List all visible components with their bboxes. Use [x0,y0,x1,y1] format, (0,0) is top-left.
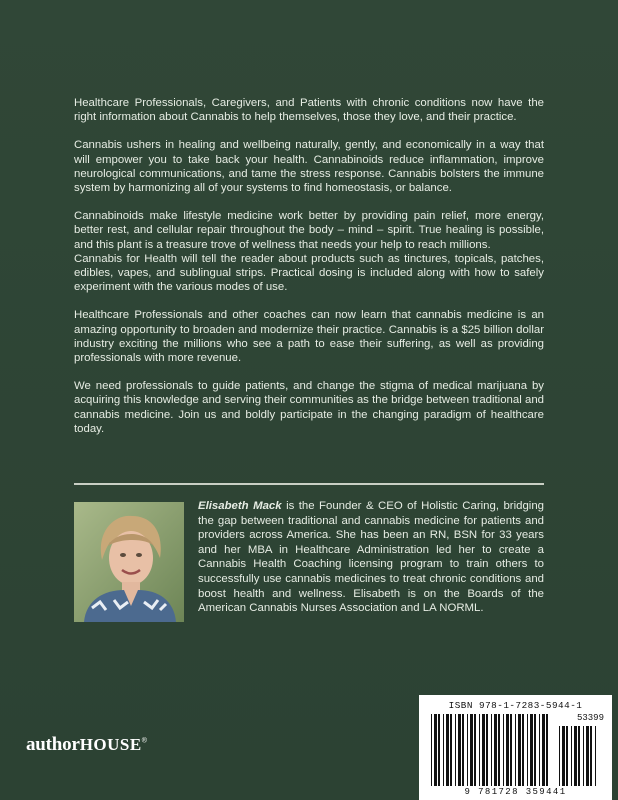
barcode-bar [562,726,565,786]
barcode-bar [438,714,440,786]
barcode-bar [494,714,497,786]
barcode-bar [559,726,560,786]
barcode-bar [479,714,480,786]
barcode-bar [583,726,584,786]
barcode-bar [574,726,577,786]
price-code: 53399 [576,713,604,723]
barcode-bar [595,726,596,786]
barcode-bar [498,714,500,786]
description-paragraph-3: Cannabinoids make lifestyle medicine work better by providing pain relief, more energy, better rest, and cellular repair throughout the body – mind – spirit. True healing is possible, and this plant is a treasure trove of wellness that needs your help to reach millions. [74,210,544,251]
description-paragraph-2: Cannabis ushers in healing and wellbeing naturally, gently, and economically in a way that will empower you to take back your health. Cannabinoids reduce inflammation, improve neurological communications, and tame the stress response. Cannabis bolsters the immune system by harmonizing all of your systems to find homeostasis, or balance. [74,139,544,195]
publisher-logo-part1: author [26,734,80,755]
barcode-bar [571,726,572,786]
barcode-bar [510,714,512,786]
description-paragraph-5: Healthcare Professionals and other coaches can now learn that cannabis medicine is an amazing opportunity to broaden and modernize their practice. Cannabis is a $25 billion dollar industry exciting the millions who see a path to ease their suffering, as well as providing professionals with more revenue. [74,309,544,365]
barcode-bar [578,726,580,786]
barcode-bar [530,714,533,786]
barcode-bar [431,714,432,786]
barcode-bar [522,714,524,786]
section-divider [74,483,544,485]
isbn-label: ISBN 978-1-7283-5944-1 [448,700,583,711]
barcode-bar [491,714,492,786]
publisher-logo [26,734,147,756]
barcode-bar [482,714,485,786]
barcode-bar [467,714,468,786]
barcode-bar [566,726,568,786]
registered-mark: ® [141,737,147,745]
barcode-bar [462,714,464,786]
author-bio [198,499,544,616]
barcode-bar [446,714,449,786]
barcode-bar [434,714,437,786]
barcode-bar [527,714,528,786]
barcode-bar [474,714,476,786]
barcode-bars [429,712,602,788]
barcode-bar [590,726,592,786]
barcode-bar [486,714,488,786]
barcode-bar [450,714,452,786]
description-block [74,96,544,450]
publisher-logo-part2: HOUSE [79,735,142,754]
barcode-bar [443,714,444,786]
barcode-bar [470,714,473,786]
barcode-bar [586,726,589,786]
isbn-digits: 9 781728 359441 [464,787,567,797]
barcode-bar [506,714,509,786]
description-paragraph-1: Healthcare Professionals, Caregivers, and Patients with chronic conditions now have the right information about Cannabis to help themselves, those they love, and their practice. [74,97,544,124]
barcode-bar [503,714,504,786]
barcode-bar [539,714,540,786]
author-bio-text: is the Founder & CEO of Holistic Caring, bridging the gap between traditional and cannabis medicine for patients and providers across America. She has been an RN, BSN for 33 years and her MBA in Healthcare Administration led her to create a Cannabis Health Coaching licensing program to train others to successfully use cannabis medicines to treat chronic conditions and boost health and wellness. Elisabeth is on the Boards of the American Cannabis Nurses Association and LA NORML. [198,500,544,615]
barcode-bar [515,714,516,786]
author-name: Elisabeth Mack [198,500,282,512]
barcode-bar [534,714,536,786]
author-photo [74,502,184,622]
barcode-bar [455,714,456,786]
barcode-bar [542,714,545,786]
barcode-bar [458,714,461,786]
description-paragraph-4: Cannabis for Health will tell the reader about products such as tinctures, topicals, patches, edibles, vapes, and sublingual strips. Practical dosing is included along with how to safely experiment with the various modes of use. [74,252,544,294]
description-paragraph-6: We need professionals to guide patients, and change the stigma of medical marijuana by acquiring this knowledge and serving their communities as the bridge between traditional and cannabis medicine. Join us and boldly participate in the changing paradigm of healthcare today. [74,380,544,435]
barcode-bar [546,714,548,786]
isbn-barcode [419,695,612,800]
barcode-bar [518,714,521,786]
